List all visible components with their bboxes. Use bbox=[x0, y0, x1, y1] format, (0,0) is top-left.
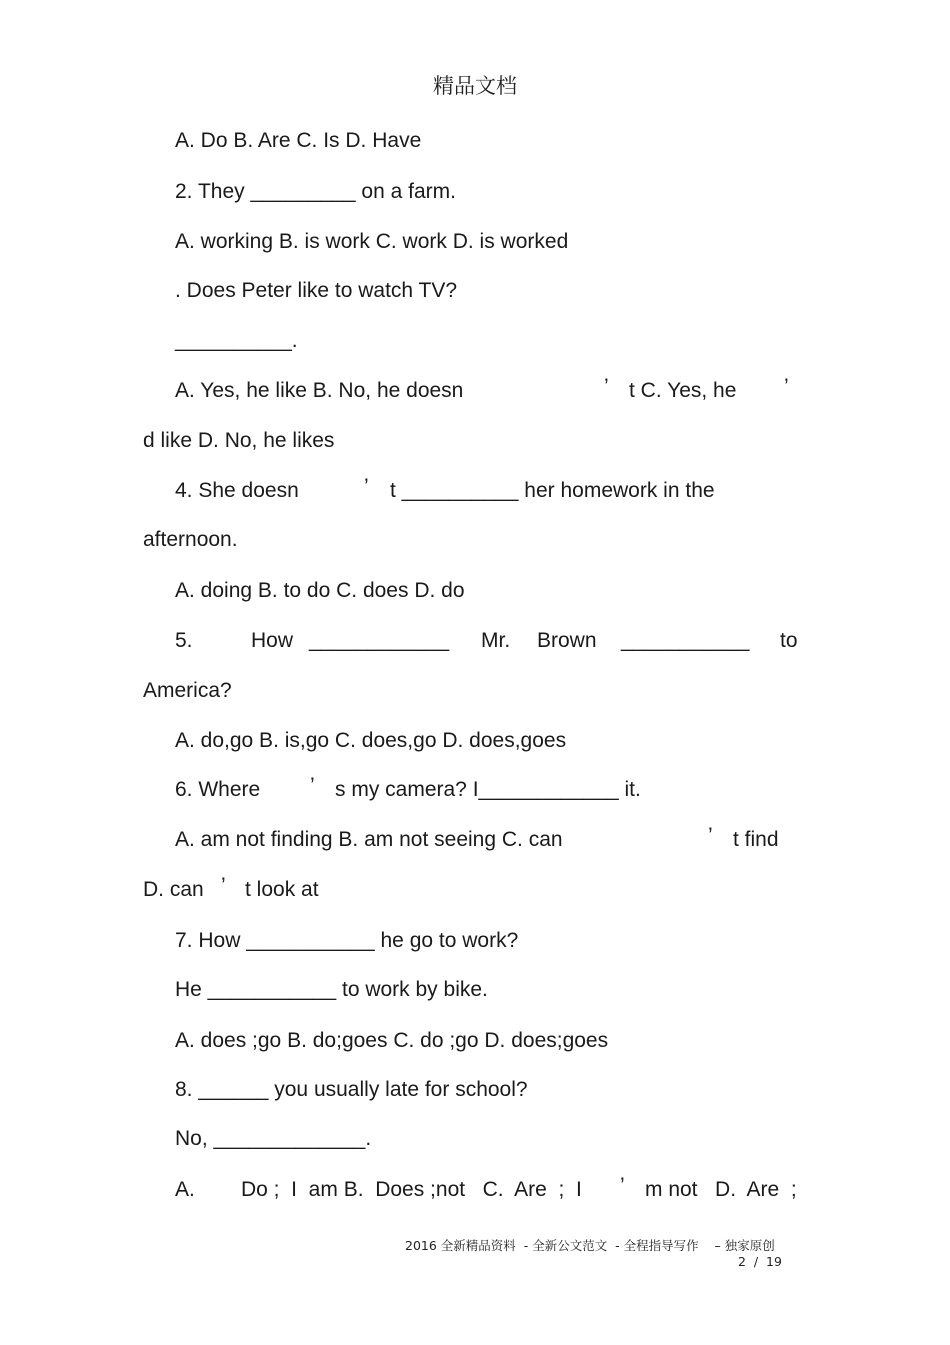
answer-blank-q3: __________. bbox=[175, 329, 298, 352]
question-text: s my camera? I____________ it. bbox=[335, 778, 641, 801]
question-3: . Does Peter like to watch TV? bbox=[175, 279, 458, 302]
option-text: t C. Yes, he bbox=[629, 379, 737, 402]
footer-text: 2016 全新精品资料 - 全新公文范文 - 全程指导写作 – 独家原创 bbox=[405, 1238, 775, 1253]
option-line-q7: A. does ;go B. do;goes C. do ;go D. does;goes bbox=[175, 1029, 609, 1052]
question-8: 8. ______ you usually late for school? bbox=[175, 1078, 528, 1101]
question-7-response: He ___________ to work by bike. bbox=[175, 978, 488, 1001]
question-word: to bbox=[780, 629, 798, 652]
answer-blank: ____________ bbox=[309, 629, 450, 652]
apostrophe: ’ bbox=[310, 774, 315, 797]
question-word: How bbox=[251, 629, 294, 652]
option-line-q2: A. working B. is work C. work D. is worked bbox=[175, 230, 569, 253]
option-text: A. am not finding B. am not seeing C. can bbox=[175, 828, 563, 851]
question-number: 5. bbox=[175, 629, 193, 652]
question-text: 6. Where bbox=[175, 778, 261, 801]
apostrophe: ’ bbox=[221, 874, 226, 897]
option-line-q4: A. doing B. to do C. does D. do bbox=[175, 579, 465, 602]
question-5-cont: America? bbox=[143, 679, 232, 702]
option-text: m not D. Are ; bbox=[645, 1178, 797, 1201]
question-word: Brown bbox=[537, 629, 597, 652]
question-4-cont: afternoon. bbox=[143, 528, 238, 551]
apostrophe: ’ bbox=[364, 475, 369, 498]
question-2: 2. They _________ on a farm. bbox=[175, 180, 456, 203]
question-text: t __________ her homework in the bbox=[390, 479, 715, 502]
option-text: t find bbox=[733, 828, 779, 851]
option-text: A. Yes, he like B. No, he doesn bbox=[175, 379, 464, 402]
apostrophe: ’ bbox=[604, 375, 609, 398]
answer-blank: ___________ bbox=[621, 629, 750, 652]
question-word: Mr. bbox=[481, 629, 511, 652]
question-7: 7. How ___________ he go to work? bbox=[175, 929, 519, 952]
option-line-q5: A. do,go B. is,go C. does,go D. does,goes bbox=[175, 729, 567, 752]
apostrophe: ’ bbox=[620, 1174, 625, 1197]
option-text: D. can bbox=[143, 878, 204, 901]
question-8-response: No, _____________. bbox=[175, 1127, 372, 1150]
option-line-q1: A. Do B. Are C. Is D. Have bbox=[175, 129, 422, 152]
option-text: t look at bbox=[245, 878, 319, 901]
option-text: Do ; I am B. Does ;not C. Are ; I bbox=[241, 1178, 582, 1201]
apostrophe: ’ bbox=[708, 824, 713, 847]
page-number: 2 / 19 bbox=[738, 1254, 782, 1269]
option-label: A. bbox=[175, 1178, 195, 1201]
apostrophe: ’ bbox=[784, 375, 789, 398]
page-header-title: 精品文档 bbox=[433, 74, 517, 98]
option-line-q3-cont: d like D. No, he likes bbox=[143, 429, 335, 452]
question-text: 4. She doesn bbox=[175, 479, 299, 502]
